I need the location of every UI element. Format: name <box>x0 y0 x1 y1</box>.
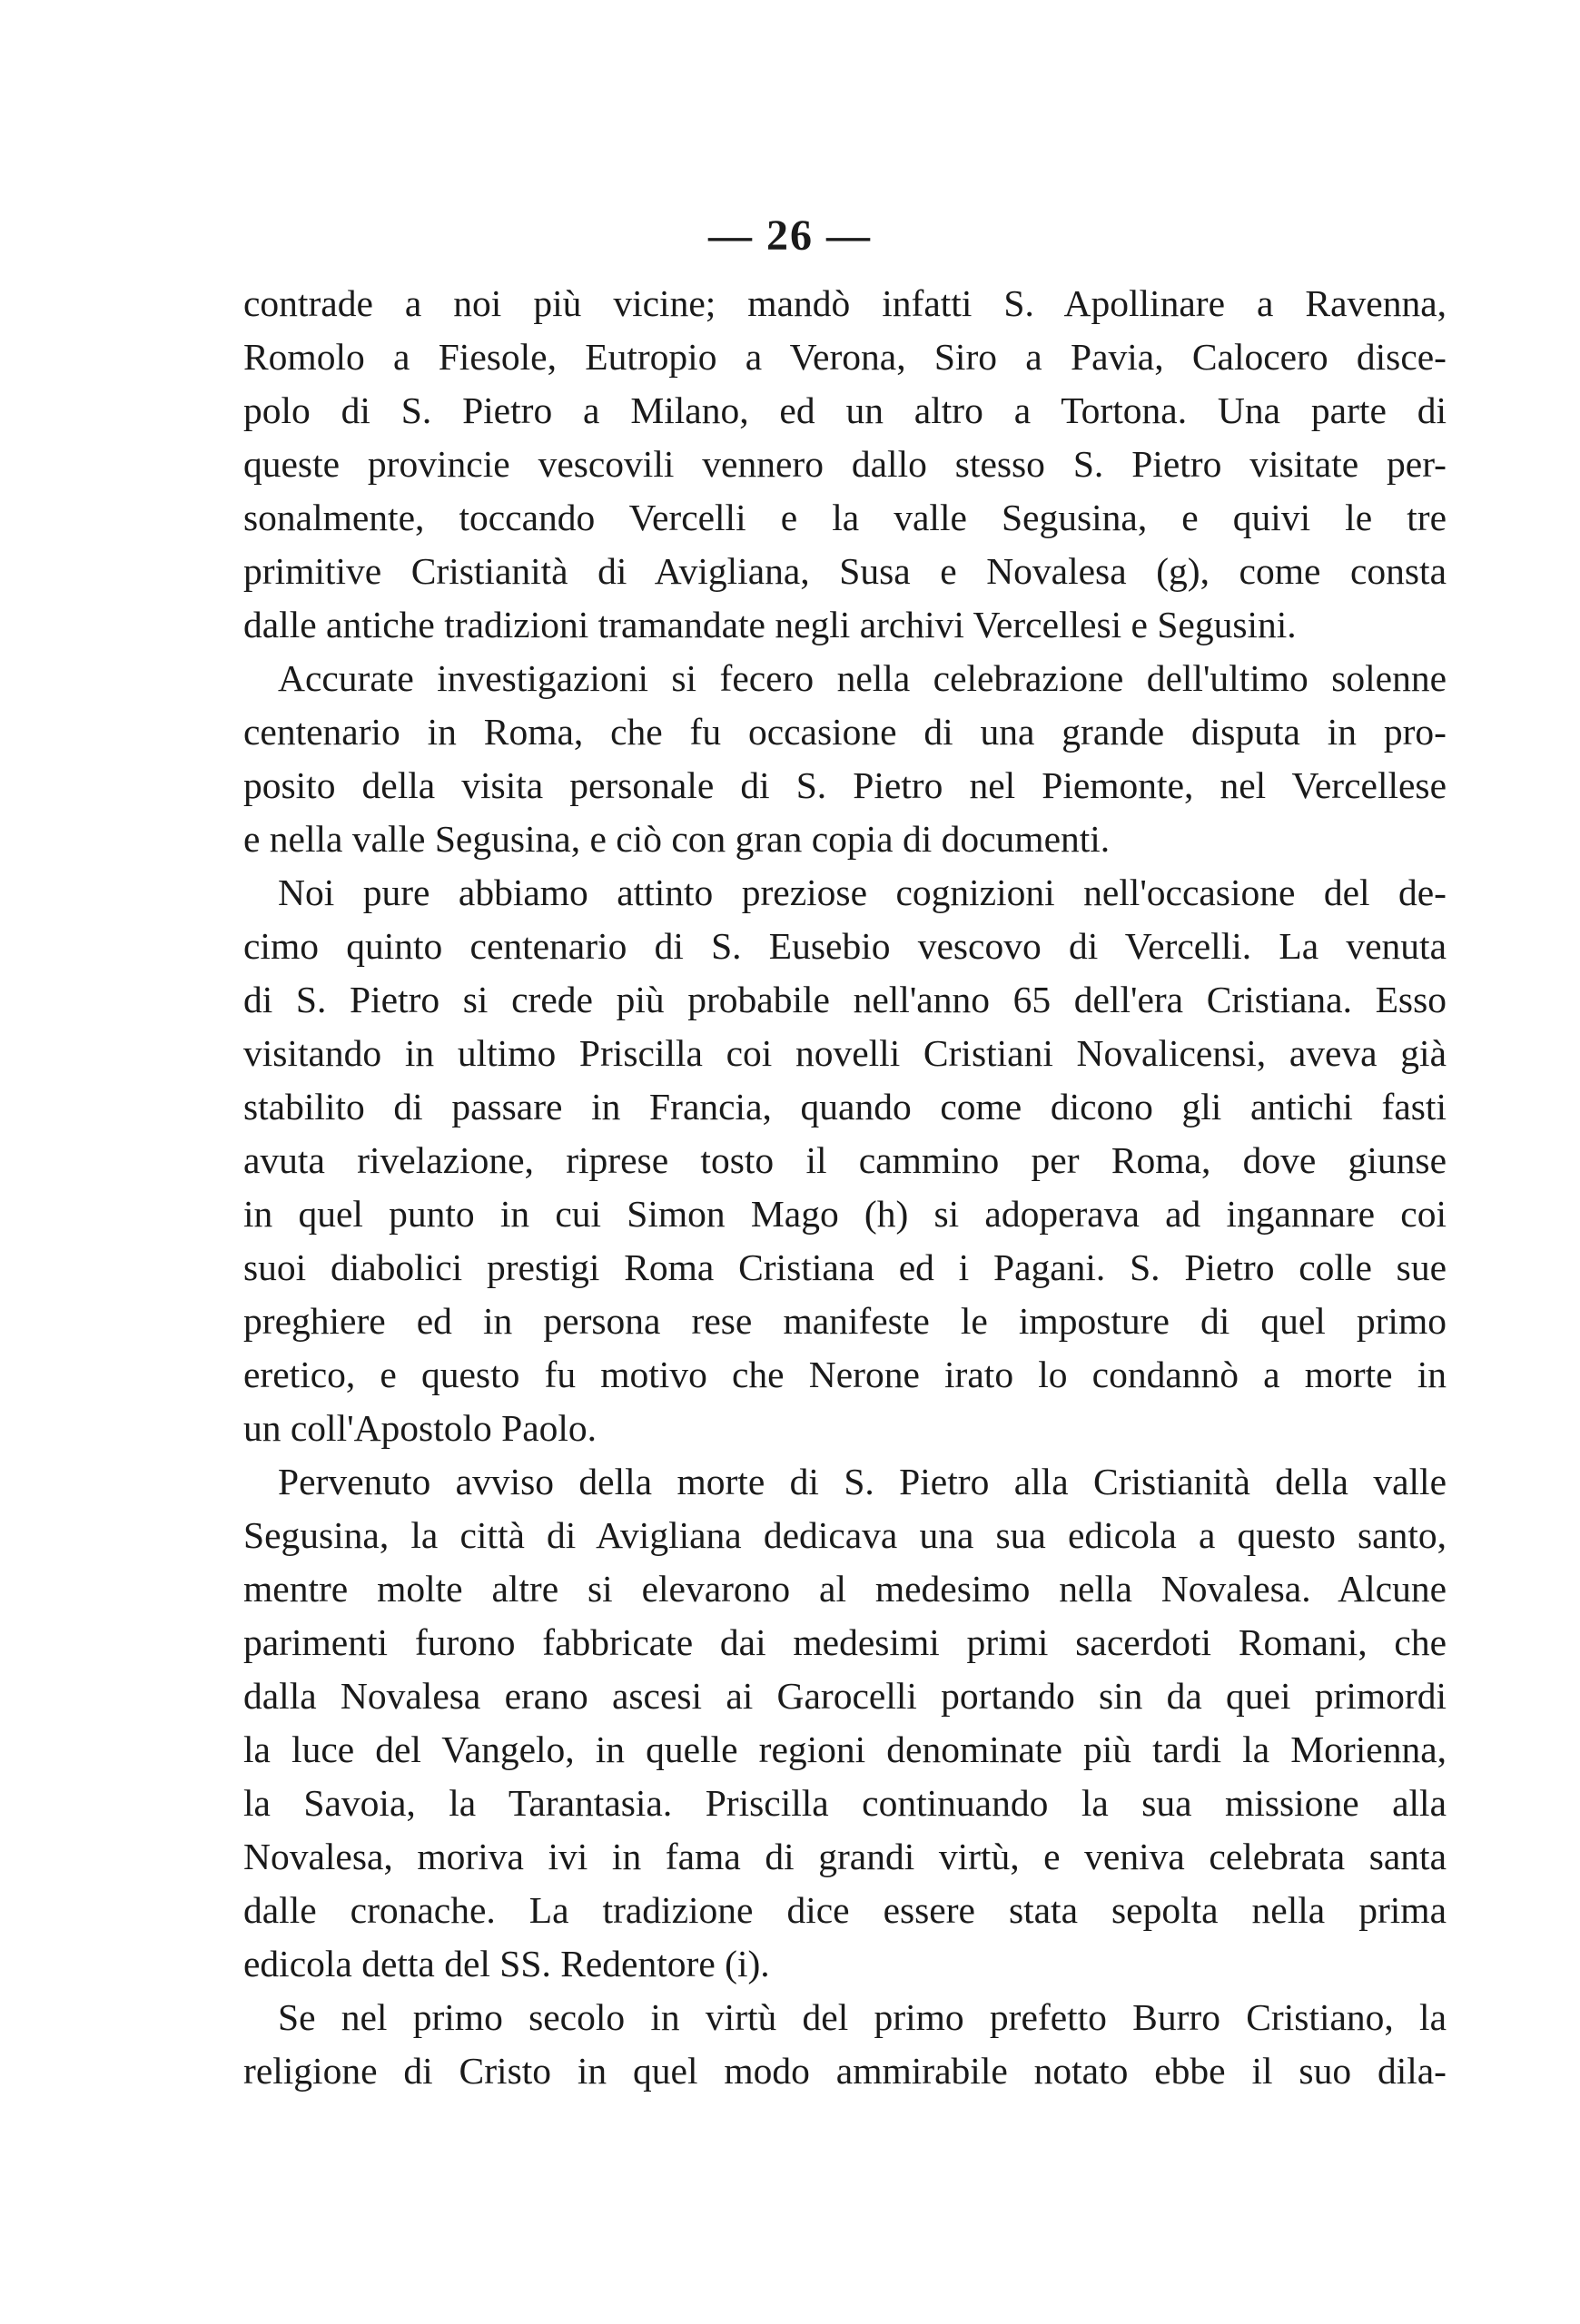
text-line: stabilito di passare in Francia, quando come dicono gli antichi fasti <box>243 1086 1447 1128</box>
text-line: Accurate investigazioni si fecero nella celebrazione dell'ultimo solenne <box>278 657 1447 699</box>
text-line: un coll'Apostolo Paolo. <box>243 1407 597 1449</box>
text-line: primitive Cristianità di Avigliana, Susa e Novalesa (g), come consta <box>243 550 1447 592</box>
text-line: di S. Pietro si crede più probabile nell'anno 65 dell'era Cristiana. Esso <box>243 979 1447 1020</box>
text-line: eretico, e questo fu motivo che Nerone irato lo condannò a morte in <box>243 1354 1447 1395</box>
text-line: la luce del Vangelo, in quelle regioni denominate più tardi la Morienna, <box>243 1728 1447 1770</box>
text-line: cimo quinto centenario di S. Eusebio vescovo di Vercelli. La venuta <box>243 925 1447 967</box>
text-line: e nella valle Segusina, e ciò con gran copia di documenti. <box>243 818 1111 860</box>
text-line: la Savoia, la Tarantasia. Priscilla continuando la sua missione alla <box>243 1782 1447 1824</box>
text-line: mentre molte altre si elevarono al medesimo nella Novalesa. Alcune <box>243 1568 1447 1610</box>
text-line: contrade a noi più vicine; mandò infatti S. Apollinare a Ravenna, <box>243 282 1447 324</box>
text-line: dalla Novalesa erano ascesi ai Garocelli portando sin da quei primordi <box>243 1675 1447 1717</box>
text-line: polo di S. Pietro a Milano, ed un altro a Tortona. Una parte di <box>243 389 1447 431</box>
text-line: dalle cronache. La tradizione dice essere stata sepolta nella prima <box>243 1889 1447 1931</box>
text-line: Pervenuto avviso della morte di S. Pietro alla Cristianità della valle <box>278 1461 1447 1502</box>
text-line: Segusina, la città di Avigliana dedicava una sua edicola a questo santo, <box>243 1514 1447 1556</box>
text-line: in quel punto in cui Simon Mago (h) si adoperava ad ingannare coi <box>243 1193 1447 1235</box>
text-line: avuta rivelazione, riprese tosto il cammino per Roma, dove giunse <box>243 1139 1447 1181</box>
text-line: edicola detta del SS. Redentore (i). <box>243 1943 770 1984</box>
text-line: Noi pure abbiamo attinto preziose cognizioni nell'occasione del de- <box>278 872 1447 913</box>
text-line: parimenti furono fabbricate dai medesimi primi sacerdoti Romani, che <box>243 1621 1447 1663</box>
text-line: preghiere ed in persona rese manifeste le imposture di quel primo <box>243 1300 1447 1342</box>
text-line: religione di Cristo in quel modo ammirabile notato ebbe il suo dila- <box>243 2050 1447 2092</box>
text-line: dalle antiche tradizioni tramandate negli archivi Vercellesi e Segusini. <box>243 604 1297 645</box>
text-line: Se nel primo secolo in virtù del primo prefetto Burro Cristiano, la <box>278 1996 1447 2038</box>
body-text <box>243 277 1447 2098</box>
text-line: sonalmente, toccando Vercelli e la valle Segusina, e quivi le tre <box>243 497 1447 538</box>
text-line: queste provincie vescovili vennero dallo stesso S. Pietro visitate per- <box>243 443 1447 485</box>
text-line: suoi diabolici prestigi Roma Cristiana ed i Pagani. S. Pietro colle sue <box>243 1246 1447 1288</box>
text-line: visitando in ultimo Priscilla coi novelli Cristiani Novalicensi, aveva già <box>243 1032 1447 1074</box>
text-line: centenario in Roma, che fu occasione di una grande disputa in pro- <box>243 711 1447 753</box>
text-line: Novalesa, moriva ivi in fama di grandi virtù, e veniva celebrata santa <box>243 1836 1447 1877</box>
text-line: posito della visita personale di S. Pietro nel Piemonte, nel Vercellese <box>243 764 1447 806</box>
page-number: — 26 — <box>708 212 872 260</box>
text-line: Romolo a Fiesole, Eutropio a Verona, Siro a Pavia, Calocero disce- <box>243 336 1447 378</box>
